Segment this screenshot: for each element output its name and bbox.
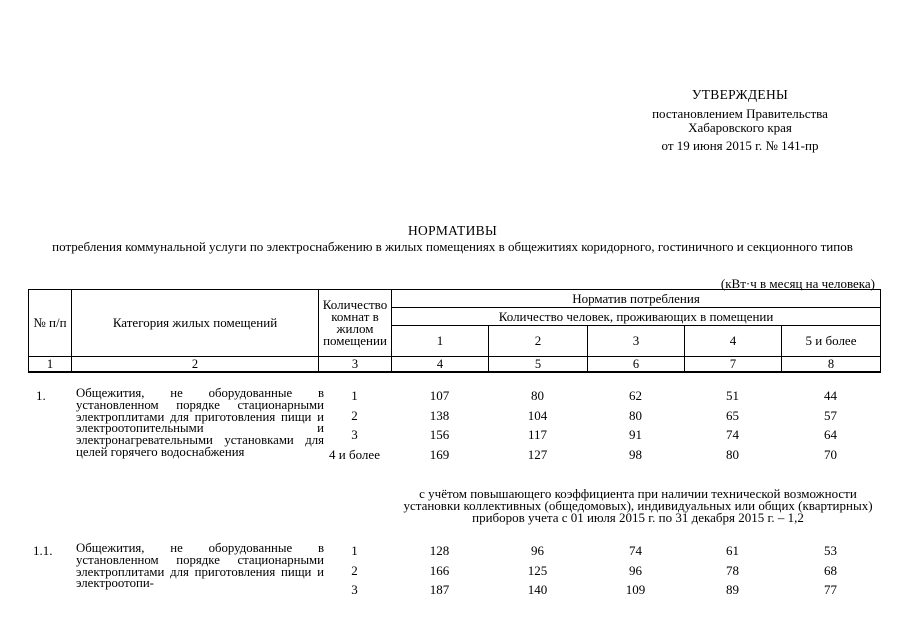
- header-category: Категория жилых помещений: [72, 290, 319, 357]
- value-cell: 80: [531, 388, 544, 403]
- header-people: Количество человек, проживающих в помещении: [392, 308, 881, 326]
- value-cell: 89: [726, 582, 739, 597]
- rooms-cell: 1: [351, 388, 358, 403]
- column-number: 7: [685, 357, 782, 373]
- value-cell: 169: [429, 446, 450, 462]
- section-values: [318, 388, 880, 466]
- value-cell: 128: [429, 543, 450, 558]
- value-cell: 61: [726, 543, 739, 558]
- table-row: [318, 388, 880, 408]
- coefficient-note: с учётом повышающего коэффициента при наличии технической возможности установки коллективных (общедомовых), индивидуальных или общих (квартирных) приборов учета с 01 июля 2015 г. по 31 декабря 2015 г. – 1,2: [403, 486, 873, 525]
- value-cell: 125: [527, 562, 548, 578]
- value-cell: 57: [824, 407, 837, 423]
- approval-block: [620, 88, 860, 153]
- value-cell: 138: [429, 407, 450, 423]
- table-row: [318, 563, 880, 583]
- section-description: Общежития, не оборудованные в установленном порядке стационарными электроплитами для приготовления пищи и электроотопительными и электронагревательными установками для целей горячего водоснабжения: [76, 386, 324, 459]
- value-cell: 53: [824, 543, 837, 558]
- header-rooms: Количество комнат в жилом помещении: [319, 290, 392, 357]
- section-description: Общежития, не оборудованные в установленном порядке стационарными электроплитами для приготовления пищи и электроотопи-: [76, 541, 324, 591]
- approval-line-1: постановлением Правительства: [652, 106, 828, 121]
- approval-line-2: Хабаровского края: [688, 120, 792, 135]
- table-row: [318, 582, 880, 602]
- column-number: 4: [392, 357, 489, 373]
- approval-title: УТВЕРЖДЕНЫ: [691, 87, 789, 102]
- value-cell: 187: [429, 582, 450, 597]
- header-people-count: 2: [489, 326, 588, 357]
- rooms-cell: 2: [351, 562, 358, 578]
- table-row: [318, 408, 880, 428]
- value-cell: 107: [429, 388, 450, 403]
- header-people-count: 3: [588, 326, 685, 357]
- section-values: [318, 543, 880, 602]
- column-number: 5: [489, 357, 588, 373]
- units-label: (кВт·ч в месяц на человека): [720, 276, 875, 291]
- section-number: 1.1.: [33, 543, 53, 558]
- rooms-cell: 3: [351, 427, 358, 442]
- rooms-cell: 4 и более: [329, 446, 380, 462]
- value-cell: 62: [629, 388, 642, 403]
- value-cell: 80: [726, 446, 739, 462]
- value-cell: 44: [824, 388, 837, 403]
- value-cell: 51: [726, 388, 739, 403]
- value-cell: 104: [527, 407, 548, 423]
- header-num: № п/п: [29, 290, 72, 357]
- value-cell: 91: [629, 427, 642, 442]
- value-cell: 109: [625, 582, 646, 597]
- rooms-cell: 1: [351, 543, 358, 558]
- value-cell: 98: [629, 446, 642, 462]
- document-subtitle: потребления коммунальной услуги по электроснабжению в жилых помещениях в общежитиях коридорного, гостиничного и секционного типов: [52, 239, 853, 254]
- value-cell: 74: [629, 543, 642, 558]
- table-row: [318, 427, 880, 447]
- value-cell: 96: [629, 562, 642, 578]
- header-people-count: 5 и более: [782, 326, 881, 357]
- value-cell: 70: [824, 446, 837, 462]
- value-cell: 65: [726, 407, 739, 423]
- value-cell: 140: [527, 582, 548, 597]
- column-number: 8: [782, 357, 881, 373]
- column-number: 3: [319, 357, 392, 373]
- header-norm: Норматив потребления: [392, 290, 881, 308]
- value-cell: 68: [824, 562, 837, 578]
- column-number: 1: [29, 357, 72, 373]
- header-people-count: 1: [392, 326, 489, 357]
- value-cell: 127: [527, 446, 548, 462]
- norms-table-header: [28, 289, 881, 373]
- value-cell: 78: [726, 562, 739, 578]
- document-title: НОРМАТИВЫ: [407, 223, 498, 238]
- value-cell: 64: [824, 427, 837, 442]
- value-cell: 156: [429, 427, 450, 442]
- value-cell: 77: [824, 582, 837, 597]
- value-cell: 96: [531, 543, 544, 558]
- section-number: 1.: [36, 388, 46, 403]
- rooms-cell: 3: [351, 582, 358, 597]
- value-cell: 74: [726, 427, 739, 442]
- table-row: [318, 543, 880, 563]
- column-number: 6: [588, 357, 685, 373]
- value-cell: 80: [629, 407, 642, 423]
- value-cell: 166: [429, 562, 450, 578]
- rooms-cell: 2: [351, 407, 358, 423]
- column-number: 2: [72, 357, 319, 373]
- header-people-count: 4: [685, 326, 782, 357]
- value-cell: 117: [527, 427, 548, 442]
- table-row: [318, 447, 880, 467]
- approval-line-3: от 19 июня 2015 г. № 141-пр: [661, 138, 819, 153]
